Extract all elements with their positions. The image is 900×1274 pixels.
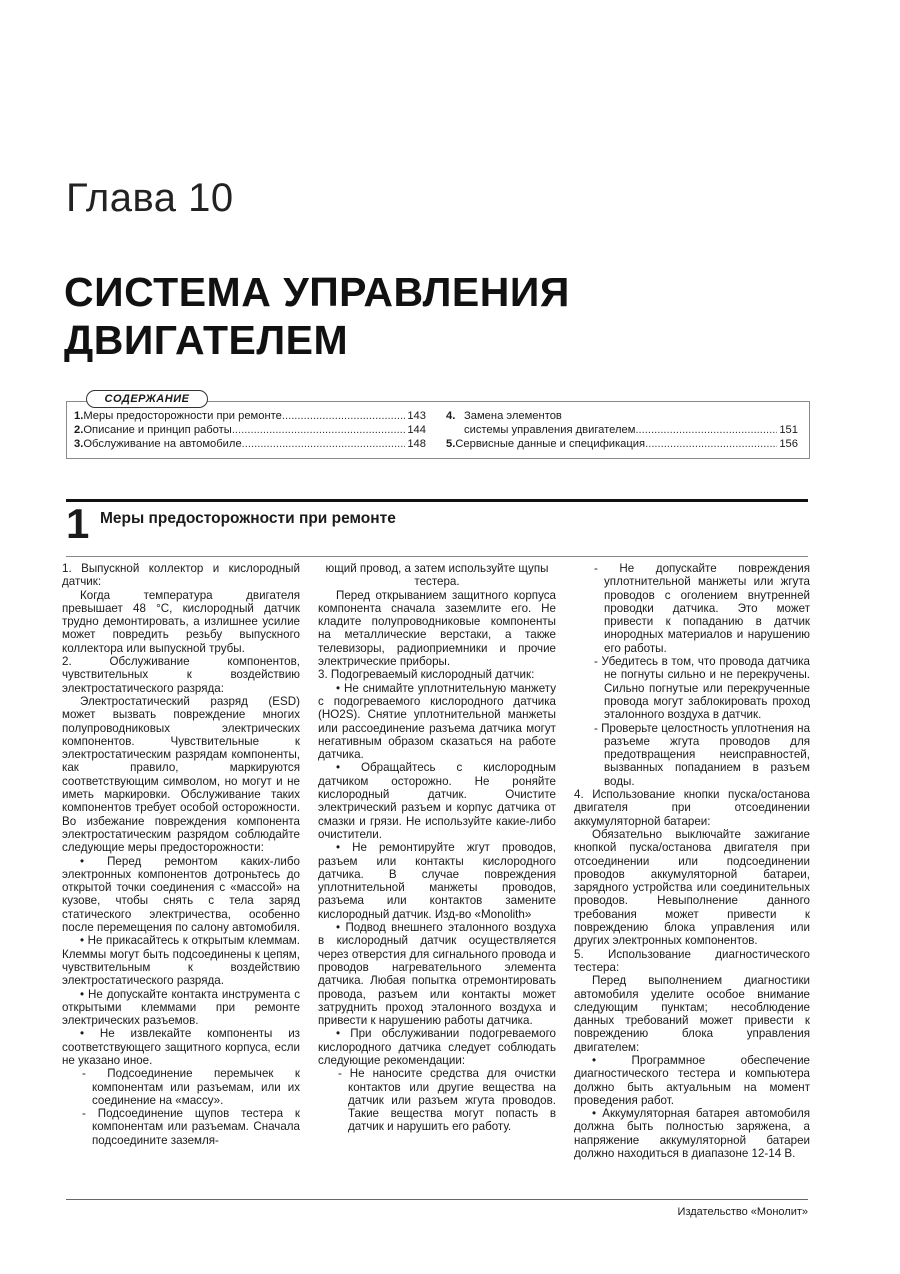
toc-item-number: 1. — [74, 410, 84, 422]
dash-item: - Убедитесь в том, что провода датчика не погнуты сильно и не перекручены. Сильно погнутые или перекрученные провода могут заблокировать проход эталонного воздуха в датчик. — [594, 655, 810, 722]
toc-item-label: Сервисные данные и спецификация — [455, 438, 646, 450]
footer-rule — [66, 1199, 808, 1200]
paragraph-heading: 1. Выпускной коллектор и кислородный датчик: — [62, 562, 300, 589]
section-bottom-rule — [66, 556, 808, 557]
dash-item: - Подсоединение перемычек к компонентам или разъемам, или их соединение на «массу». — [82, 1067, 300, 1107]
paragraph: Обязательно выключайте зажигание кнопкой пуска/останова двигателя при отсоединении или подсоединении проводов аккумуляторной батареи, зарядного устройства или соединительных проводов. Невыполнение данного требования может привести к повреждению блока управления или других электронных компонентов. — [574, 827, 810, 948]
toc-item-page: 143 — [407, 410, 426, 422]
toc-leader-dots — [232, 423, 406, 437]
toc-item-label: Меры предосторожности при ремонте — [83, 410, 282, 422]
paragraph-heading: 4. Использование кнопки пуска/останова двигателя при отсоединении аккумуляторной батареи: — [574, 788, 810, 828]
bullet-item: • Не извлекайте компоненты из соответствующего защитного корпуса, если не указано иное. — [62, 1027, 300, 1067]
chapter-title-line-1: СИСТЕМА УПРАВЛЕНИЯ — [64, 269, 570, 315]
toc-item-number: 2. — [74, 424, 84, 436]
bullet-item: • Подвод внешнего эталонного воздуха в кислородный датчик осуществляется через отверстия для сигнального провода и проводов нагревательного элемента датчика. Любая попытка отремонтировать провода, разъем или контакты может затруднить проход эталонного воздуха и привести к нарушению работы датчика. — [318, 921, 556, 1028]
chapter-title-line-2: ДВИГАТЕЛЕМ — [64, 317, 349, 363]
toc-item-number: 3. — [74, 438, 84, 450]
bullet-item: • Не снимайте уплотнительную манжету с подогреваемого кислородного датчика (HO2S). Снятие уплотнительной манжеты или рассоединение разъема датчика могут негативным образом сказаться на работе датчика. — [318, 681, 556, 762]
toc-item-4-continued[interactable] — [464, 423, 798, 437]
toc-item-3[interactable] — [74, 437, 426, 451]
paragraph-heading: 3. Подогреваемый кислородный датчик: — [318, 668, 535, 682]
chapter-number: Глава 10 — [66, 176, 234, 220]
toc-item-label: Замена элементов — [464, 410, 562, 422]
text-column-1 — [62, 562, 300, 1147]
toc-leader-dots — [635, 423, 777, 437]
publisher-footer: Издательство «Монолит» — [677, 1206, 808, 1218]
paragraph: Когда температура двигателя превышает 48 °С, кислородный датчик трудно демонтировать, а излишнее усилие может повредить резьбу выпускного коллектора или выпускной трубы. — [62, 588, 300, 655]
text-column-2 — [318, 562, 556, 1134]
section-number: 1 — [66, 500, 90, 547]
text-column-3 — [574, 562, 810, 1160]
toc-leader-dots — [282, 409, 405, 423]
toc-leader-dots — [242, 437, 406, 451]
toc-leader-dots — [645, 437, 777, 451]
toc-item-2[interactable] — [74, 423, 426, 437]
paragraph: Перед выполнением диагностики автомобиля уделите особое внимание следующим пунктам; несоблюдение данных требований может привести к повреждению блока управления двигателем: — [574, 974, 810, 1054]
dash-item: - Не наносите средства для очистки контактов или другие вещества на датчик или разъем жгута проводов. Такие вещества могут попасть в датчик и нарушить его работу. — [338, 1067, 556, 1134]
bullet-item: • При обслуживании подогреваемого кислородного датчика следует соблюдать следующие рекомендации: — [318, 1027, 556, 1067]
paragraph-continued: ющий провод, а затем используйте щупы тестера. — [325, 562, 549, 589]
toc-item-page: 151 — [779, 424, 798, 436]
dash-item: - Подсоединение щупов тестера к компонентам или разъемам. Сначала подсоедините заземля- — [82, 1107, 300, 1147]
toc-item-number: 4. — [446, 410, 456, 422]
toc-item-label: системы управления двигателем — [464, 424, 636, 436]
toc-item-page: 144 — [407, 424, 426, 436]
paragraph: Перед открыванием защитного корпуса компонента сначала заземлите его. Не кладите полупроводниковые компоненты на металлические верстаки, а также телевизоры, радиоприемники и прочие электрические приборы. — [318, 588, 556, 669]
toc-item-label: Описание и принцип работы — [83, 424, 232, 436]
toc-label: СОДЕРЖАНИЕ — [86, 390, 208, 408]
paragraph: Электростатический разряд (ESD) может вызвать повреждение многих полупроводниковых электрических компонентов. Чувствительные к электростатическим разрядам компоненты, как правило, маркируются соответствующим символом, но могут и не иметь маркировки. Обслуживание таких компонентов требует особой осторожности. Во избежание повреждения компонента электростатическим разрядом соблюдайте следующие меры предосторожности: — [62, 694, 300, 855]
bullet-item: • Обращайтесь с кислородным датчиком осторожно. Не роняйте кислородный датчик. Очистите электрический разъем и корпус датчика от смазки и грязи. Не используйте какие-либо очистители. — [318, 761, 556, 841]
toc-item-page: 156 — [779, 438, 798, 450]
toc-item-number: 5. — [446, 438, 456, 450]
section-title: Меры предосторожности при ремонте — [100, 510, 396, 527]
toc-item-page: 148 — [407, 438, 426, 450]
paragraph-heading: 5. Использование диагностического тестера: — [574, 947, 810, 974]
toc-item-label: Обслуживание на автомобиле — [83, 438, 242, 450]
bullet-item: • Перед ремонтом каких-либо электронных компонентов дотроньтесь до открытой точки соединения с «массой» на кузове, чтобы снять с тела заряд статического электричества, особенно после перемещения по салону автомобиля. — [62, 854, 300, 935]
dash-item: - Проверьте целостность уплотнения на разъеме жгута проводов для предотвращения неисправностей, вызванных попаданием в разъем воды. — [594, 721, 811, 788]
dash-item: - Не допускайте повреждения уплотнительной манжеты или жгута проводов с оголением внутренней проводки датчика. Это может привести к попаданию в датчик инородных материалов и нарушению его работы. — [594, 562, 810, 655]
bullet-item: • Не прикасайтесь к открытым клеммам. Клеммы могут быть подсоединены к цепям, чувствительным к воздействию электростатического разряда. — [62, 934, 300, 988]
bullet-item: • Аккумуляторная батарея автомобиля должна быть полностью заряжена, а напряжение аккумуляторной батареи должно находиться в диапазоне 12-14 В. — [574, 1107, 810, 1161]
toc-item-1[interactable] — [74, 409, 426, 423]
paragraph-heading: 2. Обслуживание компонентов, чувствительных к воздействию электростатического разряда: — [62, 655, 300, 695]
bullet-item: • Программное обеспечение диагностического тестера и компьютера должно быть актуальным на момент проведения работ. — [574, 1053, 810, 1107]
toc-item-5[interactable] — [446, 437, 798, 451]
section-top-rule — [66, 499, 808, 502]
chapter-title — [64, 268, 570, 364]
bullet-item: • Не допускайте контакта инструмента с открытыми клеммами при ремонте электрических разъемов. — [62, 987, 300, 1028]
toc-item-4[interactable] — [446, 409, 798, 423]
bullet-item: • Не ремонтируйте жгут проводов, разъем или контакты кислородного датчика. В случае повреждения уплотнительной манжеты проводов, разъема или контактов замените кислородный датчик. Изд-во «Monolith» — [318, 841, 556, 921]
